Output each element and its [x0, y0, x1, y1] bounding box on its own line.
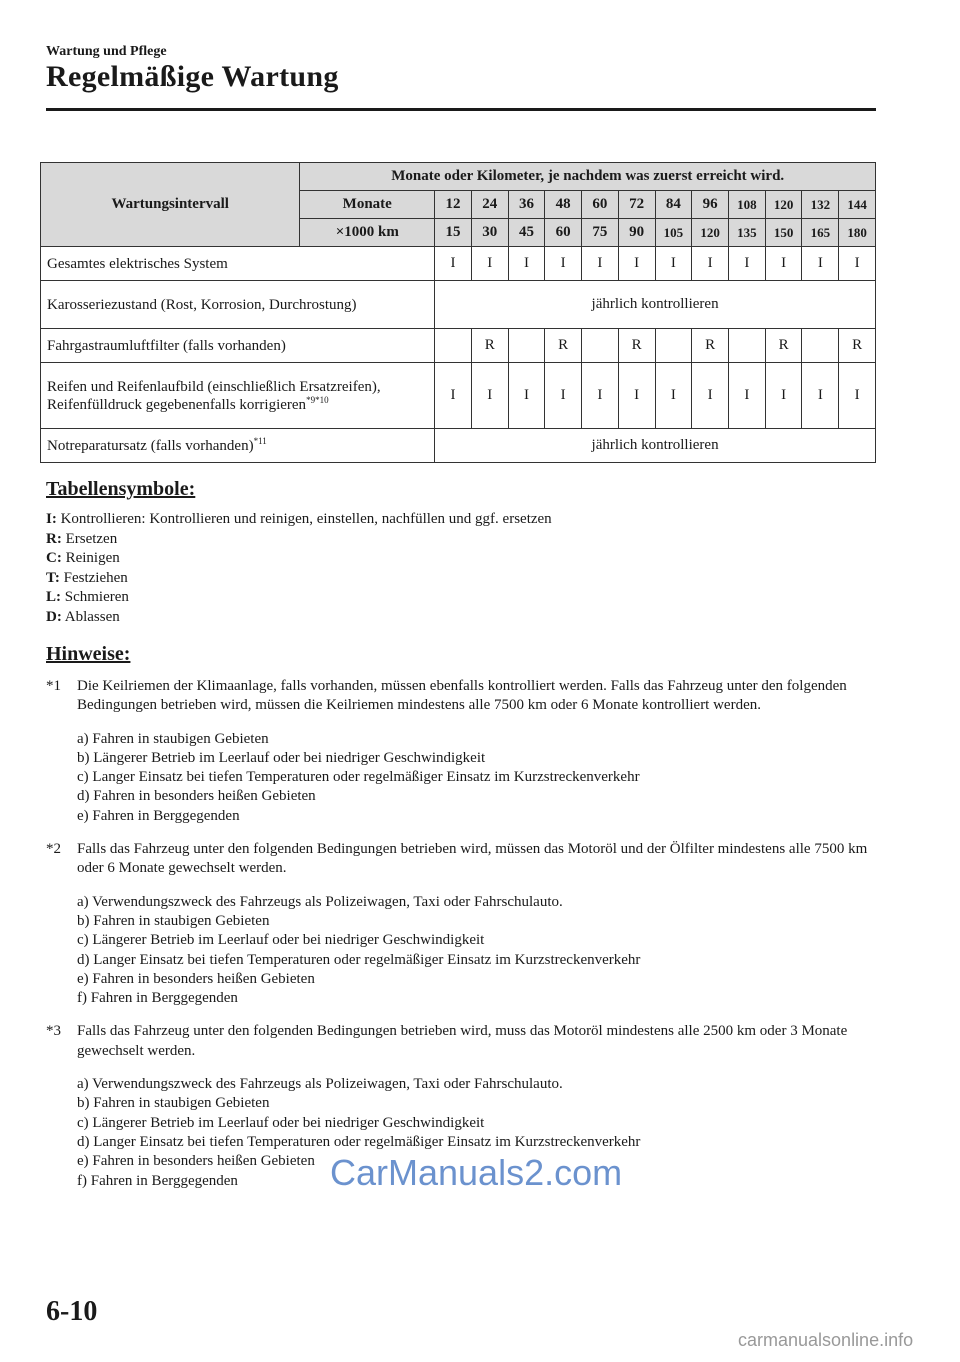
- watermark: CarManuals2.com: [330, 1152, 623, 1193]
- row-value: I: [692, 363, 729, 429]
- km-value: 180: [839, 219, 876, 247]
- note-text: Falls das Fahrzeug unter den folgenden Bedingungen betrieben wird, muss das Motoröl mindestens alle 2500 km oder 3 Monate gewechselt werden.: [77, 1023, 848, 1059]
- row-value: [435, 329, 472, 363]
- symbol-key: T:: [46, 569, 60, 586]
- symbol-key: R:: [46, 530, 62, 547]
- condition-item: e) Fahren in besonders heißen Gebieten: [77, 1153, 315, 1170]
- row-value: I: [728, 247, 765, 281]
- table-header-row: [41, 163, 876, 191]
- row-value: I: [582, 363, 619, 429]
- condition-item: d) Langer Einsatz bei tiefen Temperaturen oder regelmäßiger Einsatz im Kurzstreckenverkehr: [77, 1133, 641, 1150]
- footnote-ref: *11: [253, 435, 267, 446]
- condition-item: b) Längerer Betrieb im Leerlauf oder bei niedriger Geschwindigkeit: [77, 749, 486, 766]
- symbol-text: Kontrollieren: Kontrollieren und reinigen, einstellen, nachfüllen und ggf. ersetzen: [60, 511, 552, 527]
- row-value: [728, 329, 765, 363]
- row-merged-value: jährlich kontrollieren: [435, 429, 876, 463]
- km-value: 60: [545, 219, 582, 247]
- note-number: *3: [46, 1023, 61, 1040]
- note-conditions: [77, 893, 876, 1009]
- row-value: I: [655, 363, 692, 429]
- row-value: R: [618, 329, 655, 363]
- row-item: Reifen und Reifenlaufbild (einschließlich Ersatzreifen), Reifenfülldruck gegebenenfalls korrigieren$^{*9*10}$: [41, 363, 435, 429]
- symbol-item: [46, 588, 552, 608]
- months-value: 120: [765, 191, 802, 219]
- months-value: 84: [655, 191, 692, 219]
- km-value: 30: [471, 219, 508, 247]
- row-value: [508, 329, 545, 363]
- row-value: R: [839, 329, 876, 363]
- symbol-item: [46, 549, 552, 569]
- note-spacer: [46, 826, 876, 840]
- note-body: [77, 677, 876, 826]
- page-number: 6-10: [46, 1296, 98, 1327]
- note-body: [77, 840, 876, 1008]
- notes-list: [46, 677, 876, 1191]
- condition-item: d) Fahren in besonders heißen Gebieten: [77, 788, 316, 805]
- row-value: I: [435, 363, 472, 429]
- row-value: I: [508, 363, 545, 429]
- row-value: I: [839, 247, 876, 281]
- km-value: 45: [508, 219, 545, 247]
- note-item: [46, 840, 876, 1008]
- interval-header: Wartungsintervall: [41, 163, 300, 247]
- table-row: [41, 363, 876, 429]
- row-value: R: [471, 329, 508, 363]
- symbol-text: Ablassen: [64, 608, 120, 625]
- row-value: I: [728, 363, 765, 429]
- symbol-item: [46, 510, 552, 530]
- note-text: Falls das Fahrzeug unter den folgenden Bedingungen betrieben wird, müssen das Motoröl und der Ölfilter mindestens alle 7500 km oder 6 Monate gewechselt werden.: [77, 841, 868, 877]
- km-value: 15: [435, 219, 472, 247]
- note-spacer: [46, 1008, 876, 1022]
- row-item: Notreparatursatz (falls vorhanden)$^{*11}$: [41, 429, 435, 463]
- row-value: I: [435, 247, 472, 281]
- table-row: [41, 429, 876, 463]
- row-item: Gesamtes elektrisches System: [41, 247, 435, 281]
- row-item: Fahrgastraumluftfilter (falls vorhanden): [41, 329, 435, 363]
- symbol-item: [46, 569, 552, 589]
- row-value: I: [765, 247, 802, 281]
- row-value: I: [545, 363, 582, 429]
- row-value: I: [508, 247, 545, 281]
- row-value: I: [471, 363, 508, 429]
- row-value: [802, 329, 839, 363]
- months-label: Monate: [300, 191, 435, 219]
- condition-item: b) Fahren in staubigen Gebieten: [77, 912, 270, 929]
- condition-item: e) Fahren in besonders heißen Gebieten: [77, 970, 315, 987]
- row-value: I: [618, 247, 655, 281]
- condition-item: a) Verwendungszweck des Fahrzeugs als Polizeiwagen, Taxi oder Fahrschulauto.: [77, 893, 563, 910]
- condition-item: c) Langer Einsatz bei tiefen Temperaturen oder regelmäßiger Einsatz im Kurzstreckenverkehr: [77, 769, 640, 786]
- condition-item: f) Fahren in Berggegenden: [77, 990, 238, 1007]
- condition-item: c) Längerer Betrieb im Leerlauf oder bei niedriger Geschwindigkeit: [77, 932, 485, 949]
- symbol-item: [46, 530, 552, 550]
- months-value: 60: [582, 191, 619, 219]
- row-value: [655, 329, 692, 363]
- km-value: 105: [655, 219, 692, 247]
- row-value: R: [692, 329, 729, 363]
- symbol-key: I:: [46, 511, 57, 527]
- footnote-ref: *9*10: [306, 394, 329, 405]
- row-merged-value: jährlich kontrollieren: [435, 281, 876, 329]
- table-row: [41, 281, 876, 329]
- symbol-item: [46, 608, 552, 628]
- km-value: 150: [765, 219, 802, 247]
- months-value: 144: [839, 191, 876, 219]
- symbol-text: Ersetzen: [65, 530, 118, 547]
- row-value: [582, 329, 619, 363]
- symbol-text: Festziehen: [63, 569, 128, 586]
- km-value: 75: [582, 219, 619, 247]
- row-value: I: [692, 247, 729, 281]
- row-value: I: [765, 363, 802, 429]
- section-label: Wartung und Pflege: [46, 44, 167, 59]
- title-rule: [46, 108, 876, 111]
- symbol-key: C:: [46, 550, 62, 566]
- km-value: 135: [728, 219, 765, 247]
- symbols-list: [46, 510, 552, 627]
- row-value: I: [545, 247, 582, 281]
- months-value: 72: [618, 191, 655, 219]
- table-row: [41, 247, 876, 281]
- km-value: 90: [618, 219, 655, 247]
- months-value: 12: [435, 191, 472, 219]
- condition-item: d) Langer Einsatz bei tiefen Temperaturen oder regelmäßiger Einsatz im Kurzstreckenverkehr: [77, 951, 641, 968]
- condition-item: a) Fahren in staubigen Gebieten: [77, 730, 269, 747]
- km-label: ×1000 km: [300, 219, 435, 247]
- months-value: 48: [545, 191, 582, 219]
- note-conditions: [77, 730, 876, 826]
- page-title: Regelmäßige Wartung: [46, 60, 339, 93]
- maintenance-table: [40, 162, 876, 463]
- row-value: I: [802, 363, 839, 429]
- row-value: I: [582, 247, 619, 281]
- span-header: Monate oder Kilometer, je nachdem was zuerst erreicht wird.: [300, 163, 876, 191]
- row-value: R: [765, 329, 802, 363]
- row-value: I: [655, 247, 692, 281]
- symbol-text: Reinigen: [65, 550, 120, 566]
- months-value: 108: [728, 191, 765, 219]
- note-text: Die Keilriemen der Klimaanlage, falls vorhanden, müssen ebenfalls kontrolliert werden. Falls das Fahrzeug unter den folgenden Bedingungen betrieben wird, müssen die Keilriemen mindestens alle 7500 km oder 6 Monate kontrolliert werden.: [77, 678, 847, 714]
- condition-item: e) Fahren in Berggegenden: [77, 807, 240, 824]
- notes-heading: Hinweise:: [46, 643, 131, 665]
- note-item: [46, 677, 876, 826]
- table-row: [41, 329, 876, 363]
- row-value: I: [471, 247, 508, 281]
- row-value: I: [618, 363, 655, 429]
- months-value: 132: [802, 191, 839, 219]
- months-value: 96: [692, 191, 729, 219]
- row-item: Karosseriezustand (Rost, Korrosion, Durchrostung): [41, 281, 435, 329]
- note-number: *1: [46, 678, 61, 694]
- months-value: 24: [471, 191, 508, 219]
- site-watermark: carmanualsonline.info: [738, 1330, 914, 1350]
- symbol-text: Schmieren: [64, 589, 129, 605]
- symbol-key: D:: [46, 608, 62, 625]
- row-value: I: [802, 247, 839, 281]
- condition-item: f) Fahren in Berggegenden: [77, 1172, 238, 1189]
- condition-item: a) Verwendungszweck des Fahrzeugs als Polizeiwagen, Taxi oder Fahrschulauto.: [77, 1076, 563, 1093]
- km-value: 165: [802, 219, 839, 247]
- row-value: R: [545, 329, 582, 363]
- symbols-heading: Tabellensymbole:: [46, 478, 196, 500]
- km-value: 120: [692, 219, 729, 247]
- condition-item: b) Fahren in staubigen Gebieten: [77, 1095, 270, 1112]
- condition-item: c) Längerer Betrieb im Leerlauf oder bei niedriger Geschwindigkeit: [77, 1114, 485, 1131]
- row-value: I: [839, 363, 876, 429]
- months-value: 36: [508, 191, 545, 219]
- symbol-key: L:: [46, 589, 61, 605]
- note-number: *2: [46, 841, 61, 858]
